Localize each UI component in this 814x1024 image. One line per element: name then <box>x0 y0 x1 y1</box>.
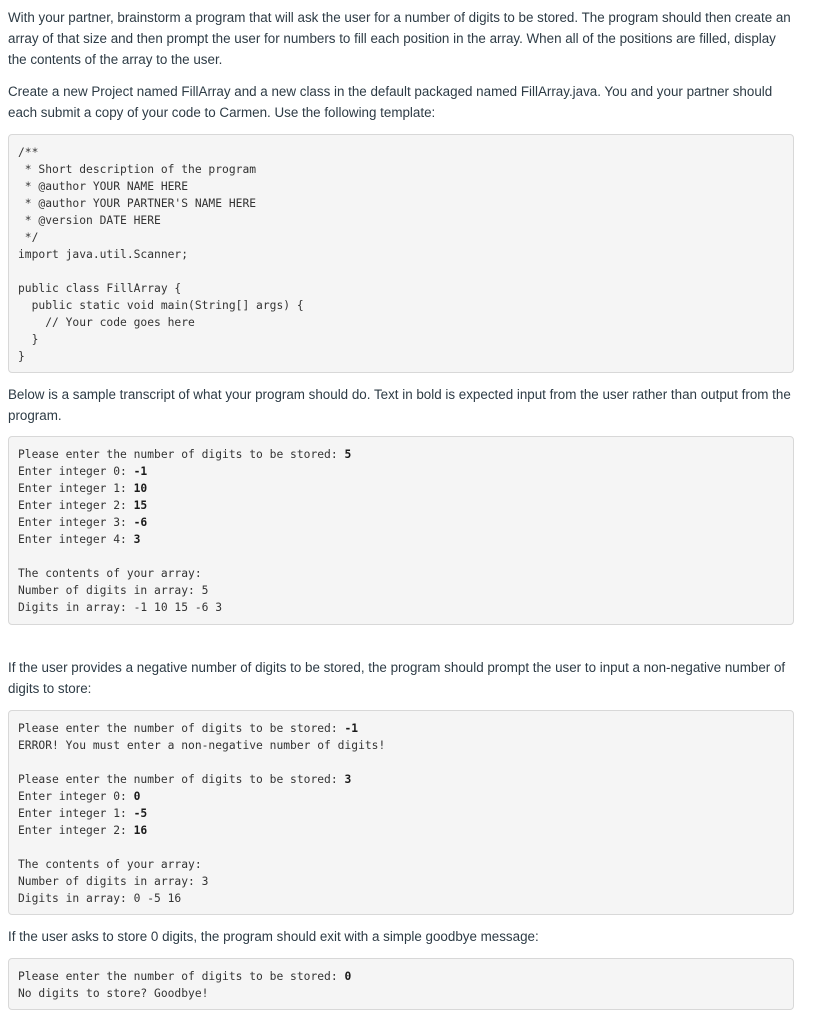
program-output: Enter integer 1: <box>18 807 134 820</box>
user-input: -1 <box>133 465 148 478</box>
code-line <box>18 348 25 365</box>
program-output: Enter integer 0: <box>18 465 134 478</box>
user-input: -5 <box>133 807 148 820</box>
create-project-paragraph: Create a new Project named FillArray and a new class in the default packaged named FillArray.java. You and your partner should each submit a copy of your code to Carmen. Use the following template: <box>8 84 773 120</box>
code-line <box>18 229 38 246</box>
transcript-line <box>18 737 385 754</box>
transcript-line <box>18 856 202 873</box>
user-input: 0 <box>133 790 141 803</box>
user-input: -1 <box>344 722 359 735</box>
code-text: } <box>18 333 39 346</box>
code-line <box>18 161 256 178</box>
code-line <box>18 212 161 229</box>
code-line <box>18 144 38 161</box>
transcript-line <box>18 985 208 1002</box>
program-output: Please enter the number of digits to be stored: <box>18 773 345 786</box>
code-text: public static void main(String[] args) { <box>18 299 304 312</box>
sample-transcript-block <box>8 436 794 625</box>
transcript-line <box>18 788 140 805</box>
code-text: import java.util.Scanner; <box>18 248 189 261</box>
program-output: Enter integer 2: <box>18 824 134 837</box>
code-text: * @version DATE HERE <box>18 214 161 227</box>
transcript-line <box>18 497 147 514</box>
transcript-line <box>18 873 208 890</box>
transcript-line <box>18 771 351 788</box>
sample-intro-paragraph: Below is a sample transcript of what your program should do. Text in bold is expected input from the user rather than output from the program. <box>8 387 791 423</box>
intro-paragraph: With your partner, brainstorm a program that will ask the user for a number of digits to be stored. The program should then create an array of that size and then prompt the user for numbers to fill each position in the array. When all of the positions are filled, display the contents of the array to the user. <box>8 10 791 67</box>
code-text: * Short description of the program <box>18 163 257 176</box>
code-text: * @author YOUR NAME HERE <box>18 180 189 193</box>
program-output: The contents of your array: <box>18 567 202 580</box>
program-output: Enter integer 0: <box>18 790 134 803</box>
program-output: Digits in array: 0 -5 16 <box>18 892 182 905</box>
user-input: 0 <box>344 970 352 983</box>
transcript-line <box>18 968 351 985</box>
zero-transcript-block <box>8 958 794 1010</box>
transcript-line <box>18 599 222 616</box>
transcript-line <box>18 822 147 839</box>
transcript-line <box>18 446 351 463</box>
negative-input-paragraph: If the user provides a negative number of digits to be stored, the program should prompt the user to input a non-negative number of digits to store: <box>8 660 786 696</box>
code-line <box>18 297 304 314</box>
code-text: // Your code goes here <box>18 316 195 329</box>
transcript-line <box>18 514 147 531</box>
negative-transcript-block <box>8 710 794 915</box>
program-output: Please enter the number of digits to be stored: <box>18 722 345 735</box>
program-output: ERROR! You must enter a non-negative number of digits! <box>18 739 386 752</box>
zero-input-paragraph: If the user asks to store 0 digits, the program should exit with a simple goodbye message: <box>8 929 539 944</box>
transcript-line <box>18 565 202 582</box>
code-text: } <box>18 350 25 363</box>
program-output: Enter integer 3: <box>18 516 134 529</box>
code-line <box>18 195 256 212</box>
program-output: Number of digits in array: 3 <box>18 875 209 888</box>
transcript-line <box>18 480 147 497</box>
code-line <box>18 246 188 263</box>
code-text: */ <box>18 231 39 244</box>
program-output: Enter integer 4: <box>18 533 134 546</box>
program-output: Please enter the number of digits to be stored: <box>18 448 345 461</box>
program-output: The contents of your array: <box>18 858 202 871</box>
user-input: 5 <box>344 448 352 461</box>
user-input: 10 <box>133 482 148 495</box>
template-code-block <box>8 134 794 373</box>
transcript-line <box>18 582 208 599</box>
user-input: 16 <box>133 824 148 837</box>
code-line <box>18 280 181 297</box>
program-output: Enter integer 2: <box>18 499 134 512</box>
code-line <box>18 331 38 348</box>
transcript-line <box>18 720 358 737</box>
transcript-line <box>18 805 147 822</box>
user-input: 3 <box>344 773 352 786</box>
program-output: Please enter the number of digits to be stored: <box>18 970 345 983</box>
program-output: No digits to store? Goodbye! <box>18 987 209 1000</box>
user-input: -6 <box>133 516 148 529</box>
code-text: public class FillArray { <box>18 282 182 295</box>
program-output: Number of digits in array: 5 <box>18 584 209 597</box>
program-output: Enter integer 1: <box>18 482 134 495</box>
user-input: 3 <box>133 533 141 546</box>
transcript-line <box>18 463 147 480</box>
program-output: Digits in array: -1 10 15 -6 3 <box>18 601 223 614</box>
transcript-line <box>18 531 140 548</box>
user-input: 15 <box>133 499 148 512</box>
code-text: /** <box>18 146 39 159</box>
code-line <box>18 178 188 195</box>
code-text: * @author YOUR PARTNER'S NAME HERE <box>18 197 257 210</box>
transcript-line <box>18 890 181 907</box>
code-line <box>18 314 195 331</box>
